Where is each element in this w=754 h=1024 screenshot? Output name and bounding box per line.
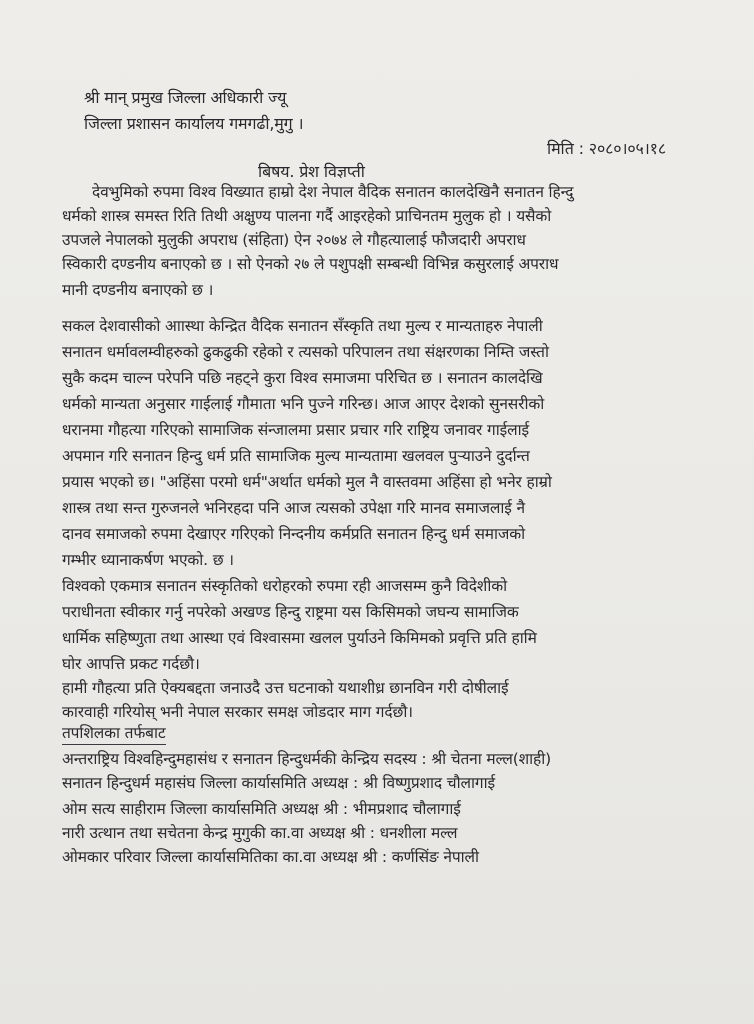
paragraph-2-line-6: अपमान गरि सनातन हिन्दु धर्म प्रति सामाजिक मुल्य मान्यतामा खलवल पुर्‍याउने दुर्दान्त [62,447,530,465]
paragraph-2-line-10: गम्भीर ध्यानाकर्षण भएको. छ । [62,551,234,569]
paragraph-3-line-1: विश्वको एकमात्र सनातन संस्कृतिको धरोहरको रुपमा रही आजसम्म कुनै विदेशीको [62,577,507,595]
paragraph-2-line-5: धरानमा गौहत्या गरिएको सामाजिक संन्जालमा प्रसार प्रचार गरि राष्ट्रिय जनावर गाईलाई [62,421,529,439]
signatory-1: अन्तराष्ट्रिय विश्वहिन्दुमहासंध र सनातन हिन्दुधर्मकी केन्द्रिय सदस्य : श्री चेतना मल्ल(शाही) [62,750,552,768]
paragraph-1-line-4: स्विकारी दण्डनीय बनाएको छ । सो ऐनको २७ ले पशुपक्षी सम्बन्धी विभिन्न कसुरलाई अपराध [62,255,559,273]
paragraph-3-line-2: पराधीनता स्वीकार गर्नु नपरेको अखण्ड हिन्दु राष्ट्रमा यस किसिमको जघन्य सामाजिक [62,603,519,621]
paragraph-3-line-3: धार्मिक सहिष्णुता तथा आस्था एवं विश्वासमा खलल पुर्याउने किमिमको प्रवृत्ति प्रति हामि [62,629,537,647]
signatory-2: सनातन हिन्दुधर्म महासंघ जिल्ला कार्यासमिति अध्यक्ष : श्री विष्णुप्रशाद चौलागाई [62,774,495,792]
paragraph-1-line-3: उपजले नेपालको मुलुकी अपराध (संहिता) ऐन २०७४ ले गौहत्यालाई फौजदारी अपराध [62,231,526,249]
paragraph-1-line-1: देवभुमिको रुपमा विश्व विख्यात हाम्रो देश नेपाल वैदिक सनातन कालदेखिनै सनातन हिन्दु [92,183,574,201]
paragraph-2-line-7: प्रयास भएको छ। "अहिंसा परमो धर्म"अर्थात धर्मको मुल नै वास्तवमा अहिंसा हो भनेर हाम्रो [62,473,552,491]
paragraph-4-line-1: हामी गौहत्या प्रति ऐक्यबद्दता जनाउदै उत्त घटनाको यथाशीध्र छानविन गरी दोषीलाई [62,679,509,697]
paragraph-2-line-3: सुकै कदम चाल्न परेपनि पछि नहट्ने कुरा विश्व समाजमा परिचित छ । सनातन कालदेखि [62,369,543,387]
subject-heading: बिषय. प्रेश विज्ञप्ती [258,162,365,181]
signatory-3: ओम सत्य साहीराम जिल्ला कार्यासमिति अध्यक्ष श्री : भीमप्रशाद चौलागाई [62,800,461,818]
date-row [547,139,666,159]
paragraph-2-line-2: सनातन धर्मावलम्वीहरुको ढुकढुकी रहेको र त्यसको परिपालन तथा संक्षरणका निम्ति जस्तो [62,343,549,361]
date-value: २०८०।०५।१८ [588,139,666,158]
paragraph-2-line-1: सकल देशवासीको आास्था केन्द्रित वैदिक सनातन सँस्कृति तथा मुल्य र मान्यताहरु नेपाली [62,317,543,335]
paragraph-3-line-4: घोर आपत्ति प्रकट गर्दछौ। [62,655,200,673]
paragraph-2-line-8: शास्त्र तथा सन्त गुरुजनले भनिरहदा पनि आज त्यसको उपेक्षा गरि मानव समाजलाई नै [62,499,525,517]
paragraph-4-line-2: कारवाही गरियोस् भनी नेपाल सरकार समक्ष जोडदार माग गर्दछौ। [62,703,413,721]
paragraph-2-line-4: धर्मको मान्यता अनुसार गाईलाई गौमाता भनि पुज्ने गरिन्छ। आज आएर देशको सुनसरीको [62,395,545,413]
signatories-heading: तपशिलका तर्फबाट [62,723,166,745]
recipient-line-1: श्री मान् प्रमुख जिल्ला अधिकारी ज्यू [84,88,287,107]
signatory-4: नारी उत्थान तथा सचेतना केन्द्र मुगुकी का.वा अध्यक्ष श्री : धनशीला मल्ल [62,824,458,842]
paragraph-1-line-2: धर्मको शास्त्र समस्त रिति तिथी अक्षुण्य पालना गर्दै आइरहेको प्राचिनतम मुलुक हो । यसैको [62,207,552,225]
signatory-5: ओमकार परिवार जिल्ला कार्यासमितिका का.वा अध्यक्ष श्री : कर्णसिंङ नेपाली [62,848,479,866]
date-label: मिति : [547,139,584,158]
paragraph-2-line-9: दानव समाजको रुपमा देखाएर गरिएको निन्दनीय कर्मप्रति सनातन हिन्दु धर्म समाजको [62,525,526,543]
paragraph-1-line-5: मानी दण्डनीय बनाएको छ । [62,281,214,299]
recipient-line-2: जिल्ला प्रशासन कार्यालय गमगढी,मुगु । [84,114,304,133]
